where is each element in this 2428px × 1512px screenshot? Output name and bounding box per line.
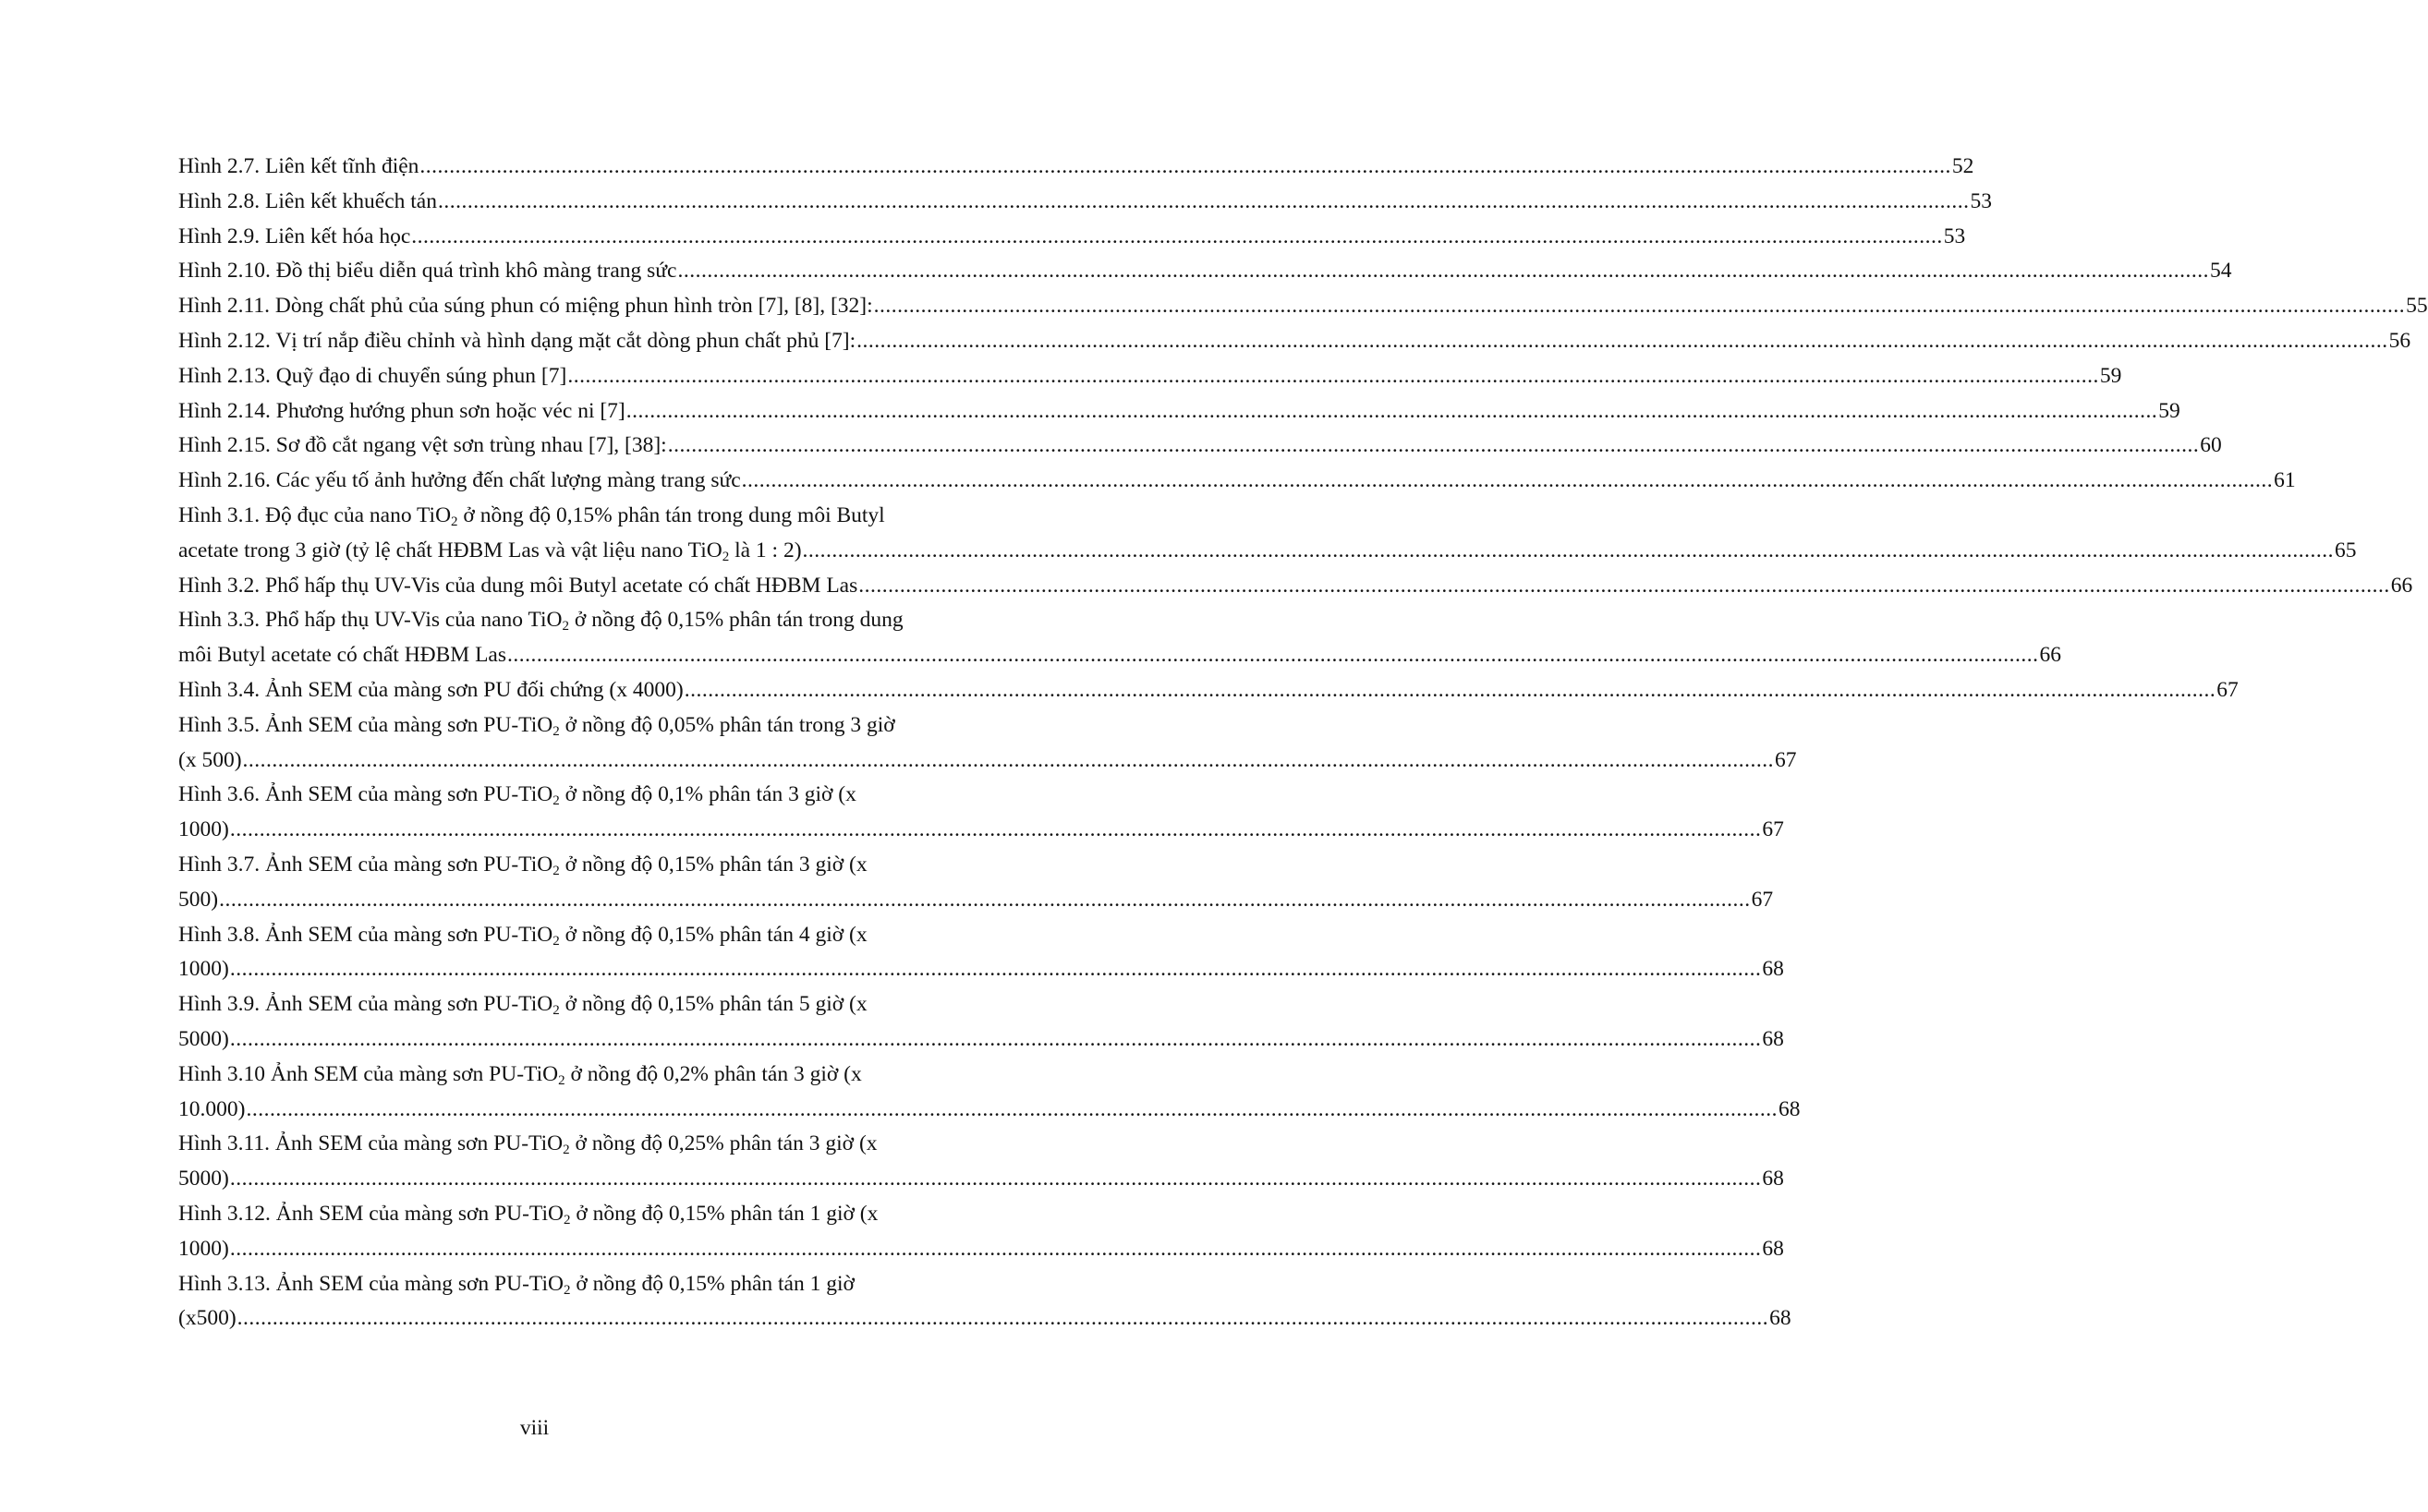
text-segment: Hình 3.2. Phổ hấp thụ UV-Vis của dung môi Butyl acetate có chất HĐBM Las — [178, 573, 858, 598]
text-segment: Hình 3.7. Ảnh SEM của màng sơn PU-TiO — [178, 852, 553, 877]
toc-page-number: 55 — [2406, 294, 2428, 319]
text-segment: Hình 2.14. Phương hướng phun sơn hoặc véc ni [7] — [178, 398, 625, 423]
toc-entry-line — [178, 150, 1974, 185]
toc-entry-text — [178, 713, 895, 737]
dot-leader: .................................................................................................................................................................................................................................................................... — [667, 433, 2200, 458]
text-segment: 1000) — [178, 1236, 229, 1261]
toc-entry-line — [178, 359, 2122, 394]
toc-entry-text — [178, 359, 566, 394]
toc-entry-text — [178, 1131, 878, 1158]
toc-entry-text — [178, 992, 868, 1019]
dot-leader: .................................................................................................................................................................................................................................................................... — [507, 643, 2039, 668]
text-segment: ở nồng độ 0,2% phân tán 3 giờ (x — [565, 1061, 862, 1086]
text-segment: Hình 2.7. Liên kết tĩnh điện — [178, 154, 419, 178]
dot-leader: .................................................................................................................................................................................................................................................................... — [684, 677, 2216, 702]
text-segment: 5000) — [178, 1026, 229, 1051]
toc-entry-text — [178, 638, 506, 673]
dot-leader: .................................................................................................................................................................................................................................................................... — [677, 259, 2209, 284]
text-segment: ở nồng độ 0,25% phân tán 3 giờ (x — [569, 1131, 878, 1156]
text-segment: Hình 3.3. Phổ hấp thụ UV-Vis của nano TiO — [178, 608, 563, 633]
toc-entry-line — [178, 394, 2180, 429]
subscript: 2 — [562, 619, 570, 635]
toc-entry-text — [178, 464, 741, 499]
toc-entry-text — [178, 673, 684, 708]
text-segment: acetate trong 3 giờ (tỷ lệ chất HĐBM Las và vật liệu nano TiO — [178, 538, 722, 562]
text-segment: là 1 : 2) — [729, 538, 802, 562]
toc-entry-text — [178, 534, 802, 569]
toc-entry-line — [178, 185, 1992, 220]
toc-entry-line — [178, 569, 2413, 604]
toc-entry-text — [178, 429, 667, 464]
subscript: 2 — [563, 1212, 571, 1228]
text-segment: ở nồng độ 0,15% phân tán 1 giờ (x — [570, 1201, 879, 1226]
text-segment: ở nồng độ 0,15% phân tán 5 giờ (x — [559, 992, 868, 1017]
dot-leader: .................................................................................................................................................................................................................................................................... — [873, 294, 2406, 319]
toc-entry-line — [178, 744, 1797, 779]
toc-entry-text — [178, 1272, 855, 1296]
toc-entry-line — [178, 1058, 965, 1093]
toc-page-number: 54 — [2209, 259, 2232, 284]
toc-entry-text — [178, 324, 856, 359]
toc-entry[interactable] — [178, 918, 1784, 988]
text-segment: Hình 2.10. Đồ thị biểu diễn quá trình khô màng trang sức — [178, 259, 677, 284]
toc-entry-line — [178, 1093, 1801, 1128]
text-segment: Hình 2.13. Quỹ đạo di chuyển súng phun [7] — [178, 363, 567, 388]
text-segment: ở nồng độ 0,15% phân tán 3 giờ (x — [559, 852, 868, 877]
toc-page-number: 53 — [1970, 188, 1992, 213]
subscript: 2 — [552, 933, 560, 949]
toc-entry-text — [178, 923, 868, 947]
toc-entry-line — [178, 638, 2062, 673]
dot-leader: .................................................................................................................................................................................................................................................................... — [242, 747, 1775, 772]
toc-page-number: 68 — [1769, 1306, 1791, 1331]
dot-leader: .................................................................................................................................................................................................................................................................... — [229, 1026, 1762, 1051]
toc-page-number: 66 — [2390, 573, 2413, 598]
dot-leader: .................................................................................................................................................................................................................................................................... — [437, 188, 1970, 213]
toc-entry[interactable] — [178, 150, 1974, 185]
dot-leader: .................................................................................................................................................................................................................................................................... — [802, 538, 2335, 562]
dot-leader: .................................................................................................................................................................................................................................................................... — [237, 1306, 1769, 1331]
toc-page-number: 68 — [1762, 957, 1784, 982]
toc-page-number: 66 — [2039, 643, 2062, 668]
subscript: 2 — [563, 1282, 571, 1298]
dot-leader: .................................................................................................................................................................................................................................................................... — [858, 573, 2390, 598]
toc-page-number: 68 — [1762, 1026, 1784, 1051]
toc-entry[interactable] — [178, 778, 1784, 848]
toc-page-number: 53 — [1943, 224, 1966, 248]
toc-entry-text — [178, 853, 868, 877]
toc-page-number: 52 — [1951, 154, 1974, 178]
text-segment: Hình 3.5. Ảnh SEM của màng sơn PU-TiO — [178, 712, 553, 737]
toc-entry-text — [178, 1022, 229, 1058]
text-segment: ở nồng độ 0,15% phân tán trong dung — [569, 608, 904, 633]
subscript: 2 — [552, 723, 560, 739]
toc-entry-line — [178, 254, 2232, 289]
text-segment: Hình 2.9. Liên kết hóa học — [178, 224, 411, 248]
list-of-figures — [178, 150, 2428, 1337]
text-segment: ở nồng độ 0,15% phân tán 4 giờ (x — [559, 922, 868, 947]
dot-leader: .................................................................................................................................................................................................................................................................... — [229, 957, 1762, 982]
toc-entry-line — [178, 324, 2411, 359]
toc-entry[interactable] — [178, 603, 2062, 673]
toc-entry[interactable] — [178, 987, 1784, 1058]
toc-entry-line — [178, 1022, 1784, 1058]
toc-page-number: 59 — [2099, 363, 2122, 388]
toc-entry-line — [178, 464, 2296, 499]
toc-entry-text — [178, 1232, 229, 1267]
text-segment: 5000) — [178, 1167, 229, 1191]
toc-entry[interactable] — [178, 848, 1774, 918]
dot-leader: .................................................................................................................................................................................................................................................................... — [741, 468, 2274, 493]
dot-leader: .................................................................................................................................................................................................................................................................... — [419, 154, 1951, 178]
toc-page-number: 67 — [2216, 677, 2239, 702]
text-segment: Hình 3.11. Ảnh SEM của màng sơn PU-TiO — [178, 1131, 564, 1156]
toc-page-number: 67 — [1751, 887, 1774, 912]
toc-entry[interactable] — [178, 569, 2413, 604]
dot-leader: .................................................................................................................................................................................................................................................................... — [229, 1236, 1762, 1261]
toc-entry-line — [178, 603, 965, 638]
toc-entry-line — [178, 1127, 965, 1162]
text-segment: Hình 3.12. Ảnh SEM của màng sơn PU-TiO — [178, 1201, 564, 1226]
toc-entry-text — [178, 220, 410, 255]
text-segment: Hình 3.4. Ảnh SEM của màng sơn PU đối chứng (x 4000) — [178, 677, 684, 702]
toc-entry-line — [178, 429, 2222, 464]
toc-entry-line — [178, 289, 2428, 324]
text-segment: 1000) — [178, 957, 229, 982]
toc-entry-line — [178, 883, 1774, 918]
toc-entry-line — [178, 813, 1784, 848]
toc-entry-text — [178, 503, 885, 527]
toc-entry-line — [178, 987, 965, 1022]
toc-entry[interactable] — [178, 1197, 1784, 1267]
toc-entry-text — [178, 1062, 862, 1086]
dot-leader: .................................................................................................................................................................................................................................................................... — [411, 224, 1943, 248]
toc-entry-text — [178, 150, 419, 185]
text-segment: (x 500) — [178, 747, 242, 772]
dot-leader: .................................................................................................................................................................................................................................................................... — [219, 887, 1751, 912]
toc-entry[interactable] — [178, 254, 2232, 289]
toc-page-number: 56 — [2388, 328, 2411, 353]
subscript: 2 — [563, 1143, 570, 1158]
toc-entry-line — [178, 534, 2357, 569]
text-segment: Hình 2.16. Các yếu tố ảnh hưởng đến chất lượng màng trang sức — [178, 468, 741, 493]
text-segment: 10.000) — [178, 1096, 246, 1121]
text-segment: ở nồng độ 0,05% phân tán trong 3 giờ — [559, 712, 895, 737]
subscript: 2 — [552, 793, 560, 809]
toc-page-number: 61 — [2274, 468, 2296, 493]
toc-entry[interactable] — [178, 673, 2239, 708]
text-segment: 500) — [178, 887, 219, 912]
text-segment: 1000) — [178, 817, 229, 842]
toc-entry-text — [178, 289, 873, 324]
toc-entry-text — [178, 394, 625, 429]
toc-entry[interactable] — [178, 289, 2428, 324]
toc-entry[interactable] — [178, 429, 2222, 464]
dot-leader: .................................................................................................................................................................................................................................................................... — [567, 363, 2099, 388]
toc-entry-line — [178, 673, 2239, 708]
toc-entry[interactable] — [178, 1267, 1791, 1337]
toc-entry-line — [178, 708, 965, 744]
toc-entry-text — [178, 254, 676, 289]
text-segment: Hình 3.10 Ảnh SEM của màng sơn PU-TiO — [178, 1061, 559, 1086]
subscript: 2 — [451, 514, 458, 529]
dot-leader: .................................................................................................................................................................................................................................................................... — [246, 1096, 1778, 1121]
toc-entry[interactable] — [178, 359, 2122, 394]
toc-entry-line — [178, 220, 1966, 255]
text-segment: Hình 2.11. Dòng chất phủ của súng phun có miệng phun hình tròn [7], [8], [32]: — [178, 294, 873, 319]
toc-page-number: 59 — [2158, 398, 2180, 423]
toc-entry-text — [178, 1162, 229, 1197]
dot-leader: .................................................................................................................................................................................................................................................................... — [625, 398, 2158, 423]
toc-entry-line — [178, 778, 965, 813]
text-segment: Hình 2.8. Liên kết khuếch tán — [178, 188, 437, 213]
text-segment: Hình 3.9. Ảnh SEM của màng sơn PU-TiO — [178, 992, 553, 1017]
toc-entry-text — [178, 1202, 878, 1226]
toc-page-number: 68 — [1762, 1167, 1784, 1191]
subscript: 2 — [552, 1003, 560, 1019]
toc-entry-text — [178, 608, 904, 635]
toc-entry-line — [178, 918, 965, 953]
toc-page-number: 67 — [1775, 747, 1797, 772]
toc-page-number: 67 — [1762, 817, 1784, 842]
toc-entry[interactable] — [178, 464, 2296, 499]
text-segment: ở nồng độ 0,15% phân tán trong dung môi Butyl — [457, 502, 885, 527]
toc-entry[interactable] — [178, 708, 1797, 779]
toc-entry[interactable] — [178, 220, 1966, 255]
toc-entry-text — [178, 813, 229, 848]
toc-entry-line — [178, 1301, 1791, 1337]
page-number: viii — [519, 1416, 550, 1440]
toc-entry[interactable] — [178, 499, 2357, 569]
toc-entry-line — [178, 1232, 1784, 1267]
toc-entry-line — [178, 1162, 1784, 1197]
text-segment: Hình 3.13. Ảnh SEM của màng sơn PU-TiO — [178, 1271, 564, 1296]
toc-page-number: 68 — [1778, 1096, 1801, 1121]
toc-entry[interactable] — [178, 1127, 1784, 1197]
text-segment: Hình 3.8. Ảnh SEM của màng sơn PU-TiO — [178, 922, 553, 947]
text-segment: Hình 2.12. Vị trí nắp điều chỉnh và hình dạng mặt cắt dòng phun chất phủ [7]: — [178, 328, 856, 353]
toc-entry-line — [178, 1267, 965, 1302]
dot-leader: .................................................................................................................................................................................................................................................................... — [229, 817, 1762, 842]
text-segment: môi Butyl acetate có chất HĐBM Las — [178, 643, 507, 668]
subscript: 2 — [558, 1072, 565, 1088]
toc-entry-line — [178, 1197, 965, 1232]
toc-entry[interactable] — [178, 1058, 1801, 1128]
dot-leader: .................................................................................................................................................................................................................................................................... — [229, 1167, 1762, 1191]
toc-entry-text — [178, 782, 856, 809]
toc-entry-text — [178, 185, 437, 220]
toc-page-number: 68 — [1762, 1236, 1784, 1261]
toc-entry-line — [178, 952, 1784, 987]
toc-entry[interactable] — [178, 185, 1992, 220]
toc-entry[interactable] — [178, 324, 2411, 359]
toc-entry-line — [178, 499, 965, 534]
dot-leader: .................................................................................................................................................................................................................................................................... — [856, 328, 2388, 353]
text-segment: ở nồng độ 0,1% phân tán 3 giờ (x — [559, 782, 856, 807]
toc-entry[interactable] — [178, 394, 2180, 429]
text-segment: Hình 3.6. Ảnh SEM của màng sơn PU-TiO — [178, 782, 553, 807]
text-segment: ở nồng độ 0,15% phân tán 1 giờ — [570, 1271, 855, 1296]
toc-entry-text — [178, 1093, 245, 1128]
subscript: 2 — [722, 549, 730, 564]
toc-page-number: 60 — [2200, 433, 2222, 458]
toc-entry-text — [178, 1301, 237, 1337]
text-segment: Hình 2.15. Sơ đồ cắt ngang vệt sơn trùng nhau [7], [38]: — [178, 433, 667, 458]
toc-entry-text — [178, 744, 242, 779]
text-segment: Hình 3.1. Độ đục của nano TiO — [178, 502, 452, 527]
subscript: 2 — [552, 863, 560, 878]
toc-entry-line — [178, 848, 965, 883]
toc-entry-text — [178, 952, 229, 987]
toc-page-number: 65 — [2335, 538, 2357, 562]
text-segment: (x500) — [178, 1306, 237, 1331]
toc-entry-text — [178, 883, 218, 918]
toc-entry-text — [178, 569, 857, 604]
